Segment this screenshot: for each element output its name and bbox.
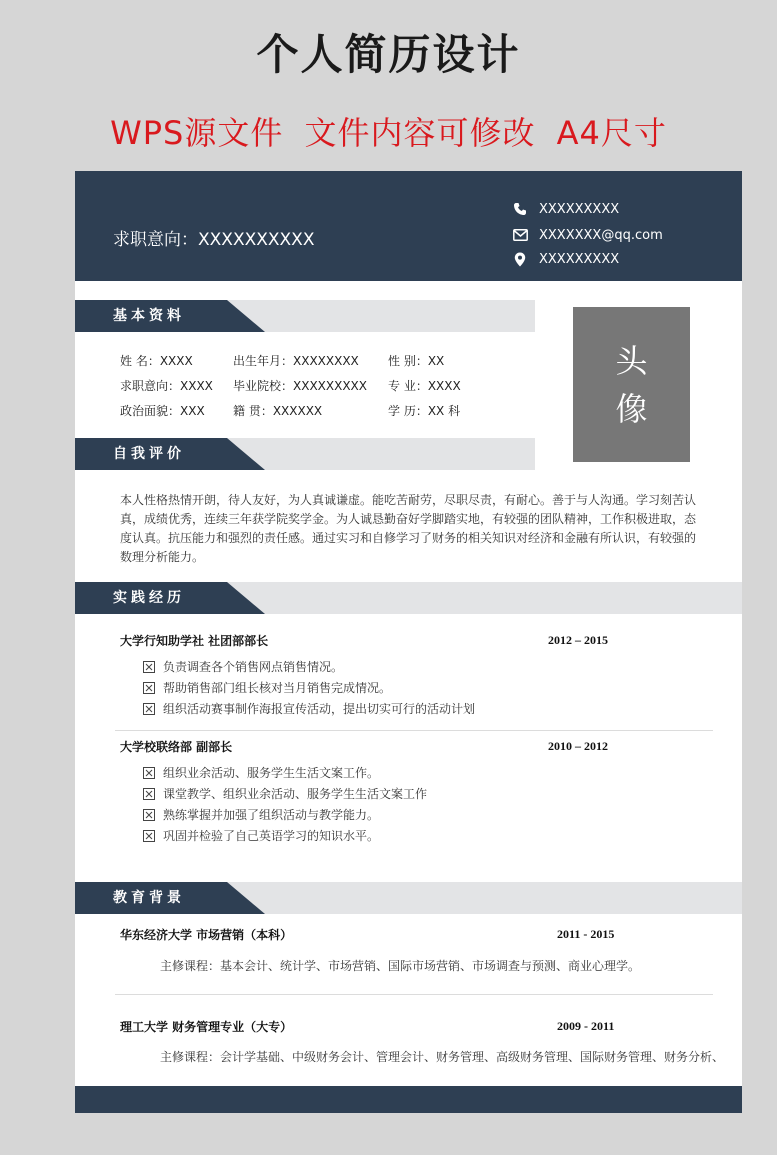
checkbox-icon (143, 661, 155, 673)
divider (115, 994, 713, 995)
resume-header (75, 171, 742, 281)
header-objective: 求职意向：XXXXXXXXXX (113, 230, 315, 250)
info-major: 专 业：XXXX (388, 379, 461, 393)
checkbox-icon (143, 830, 155, 842)
edu-title: 理工大学 财务管理专业（大专） (120, 1020, 293, 1034)
job-bullet: 帮助销售部门组长核对当月销售完成情况。 (143, 679, 391, 696)
contact-email-text: XXXXXXX@qq.com (539, 227, 663, 243)
divider (115, 730, 713, 731)
job-title: 大学行知助学社 社团部部长 (120, 634, 269, 648)
job-title: 大学校联络部 副部长 (120, 740, 233, 754)
edu-date: 2011 - 2015 (557, 927, 615, 941)
checkbox-icon (143, 767, 155, 779)
job-bullet: 组织业余活动、服务学生生活文案工作。 (143, 764, 379, 781)
avatar-placeholder: 头 像 (573, 307, 690, 462)
section-education-title: 教育背景 (113, 890, 185, 906)
contact-phone (511, 199, 619, 219)
promo-subtitle: WPS源文件 文件内容可修改 A4尺寸 (110, 114, 667, 152)
location-icon (511, 251, 529, 267)
checkbox-icon (143, 788, 155, 800)
info-gender: 性 别：XX (388, 354, 445, 368)
contact-location (511, 249, 619, 269)
edu-courses: 主修课程：会计学基础、中级财务会计、管理会计、财务管理、高级财务管理、国际财务管理、财务分析、 (160, 1050, 725, 1064)
contact-phone-text: XXXXXXXXX (539, 201, 620, 217)
job-bullet: 课堂教学、组织业余活动、服务学生生活文案工作 (143, 785, 427, 802)
section-practice (75, 582, 742, 614)
job-bullet: 巩固并检验了自己英语学习的知识水平。 (143, 827, 379, 844)
section-basic-info-title: 基本资料 (113, 308, 185, 324)
phone-icon (511, 201, 529, 217)
checkbox-icon (143, 703, 155, 715)
checkbox-icon (143, 682, 155, 694)
section-practice-title: 实践经历 (113, 590, 185, 606)
resume-footer (75, 1086, 742, 1113)
contact-email (511, 225, 663, 245)
job-bullet: 负责调查各个销售网点销售情况。 (143, 658, 343, 675)
mail-icon (511, 227, 529, 243)
job-date: 2010 – 2012 (548, 739, 608, 753)
self-eval-text: 本人性格热情开朗，待人友好，为人真诚谦虚。能吃苦耐劳，尽职尽责，有耐心。善于与人沟通。学习刻苦认真，成绩优秀，连续三年获学院奖学金。为人诚恳勤奋好学脚踏实地，有较强的团队精神，工作积极进取，态度认真。抗压能力和强烈的责任感。通过实习和自修学习了财务的相关知识对经济和金融有所认识，有较强的数理分析能力。 (120, 493, 697, 564)
info-hometown: 籍 贯：XXXXXX (233, 404, 323, 418)
info-birth: 出生年月：XXXXXXXX (233, 354, 359, 368)
info-politics: 政治面貌：XXX (120, 404, 205, 418)
info-name: 姓 名：XXXX (120, 354, 193, 368)
section-self-eval (75, 438, 535, 470)
edu-title: 华东经济大学 市场营销（本科） (120, 928, 293, 942)
resume-sheet (75, 171, 742, 1113)
promo-title: 个人简历设计 (256, 30, 521, 79)
section-basic-info (75, 300, 535, 332)
section-education (75, 882, 742, 914)
contact-location-text: XXXXXXXXX (539, 251, 620, 267)
job-bullet: 熟练掌握并加强了组织活动与教学能力。 (143, 806, 379, 823)
checkbox-icon (143, 809, 155, 821)
info-education: 学 历：XX 科 (388, 404, 461, 418)
edu-date: 2009 - 2011 (557, 1019, 615, 1033)
info-intent: 求职意向：XXXX (120, 379, 213, 393)
job-date: 2012 – 2015 (548, 633, 608, 647)
job-bullet: 组织活动赛事制作海报宣传活动，提出切实可行的活动计划 (143, 700, 475, 717)
section-self-eval-title: 自我评价 (113, 446, 185, 462)
edu-courses: 主修课程：基本会计、统计学、市场营销、国际市场营销、市场调查与预测、商业心理学。 (160, 959, 641, 973)
info-school: 毕业院校：XXXXXXXXX (233, 379, 367, 393)
